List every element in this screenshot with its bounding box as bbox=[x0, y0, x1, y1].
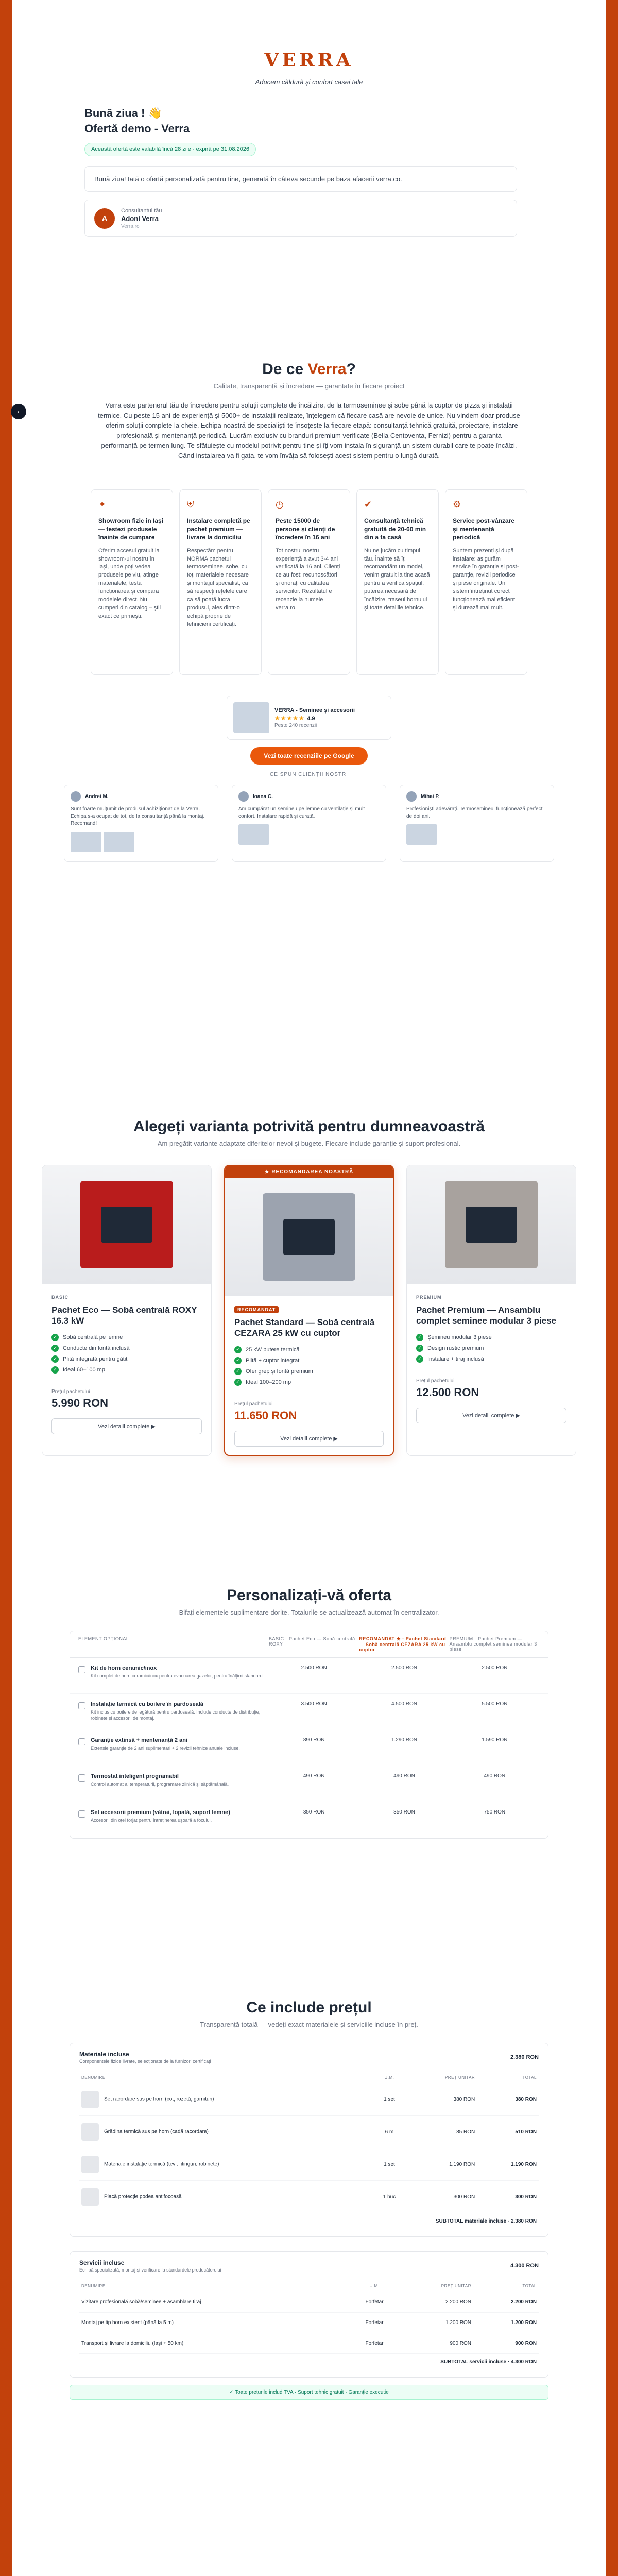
avatar bbox=[238, 791, 249, 802]
review-text: Sunt foarte mulțumit de produsul achiziționat de la Verra. Echipa s-a ocupat de tot, de la consultanță până la montaj. Recomand! bbox=[71, 806, 205, 826]
table-row: Transport și livrare la domiciliu (Iași + 50 km) Forfetar 900 RON 900 RON bbox=[79, 2333, 539, 2354]
variants-subtitle: Am pregătit variante adaptate diferitelor nevoi și bugete. Fiecare include garanție și suport profesional. bbox=[157, 1140, 461, 1147]
rating-score: 4.9 bbox=[307, 715, 315, 722]
review-photo bbox=[406, 824, 437, 845]
clock-icon: ◷ bbox=[276, 499, 284, 510]
review-card[interactable] bbox=[64, 785, 218, 862]
feature-text: Suntem prezenți și după instalare: asigurăm service în garanție și post-garanție, revizii periodice și piese originale. Un sistem întreținut corect funcționează mai eficient și durează mai mult. bbox=[453, 547, 519, 612]
option-name: Garanție extinsă + mentenanță 2 ani bbox=[91, 1737, 187, 1743]
table-row: Vizitare profesională sobă/seminee + asamblare tiraj Forfetar 2.200 RON 2.200 RON bbox=[79, 2292, 539, 2313]
side-collapse-button[interactable]: ‹ bbox=[11, 404, 26, 419]
star-icon: ★★★★★ bbox=[274, 714, 305, 722]
materials-sub: Componentele fizice livrate, selecționate de la furnizori certificați bbox=[79, 2059, 211, 2064]
column-header: RECOMANDAT ★ · Pachet Standard — Sobă centrală CEZARA 25 kW cu cuptor bbox=[359, 1636, 447, 1652]
item-thumbnail bbox=[81, 2188, 99, 2206]
option-price: 350 RON bbox=[393, 1809, 415, 1815]
feature-title: Service post-vânzare și mentenanță periodică bbox=[453, 517, 515, 541]
page bbox=[12, 0, 606, 2576]
option-price: 1.290 RON bbox=[391, 1737, 417, 1743]
why-section bbox=[12, 361, 606, 862]
feature-bullet: 25 kW putere termică bbox=[246, 1346, 300, 1353]
services-subtotal: SUBTOTAL servicii incluse · 4.300 RON bbox=[440, 2359, 537, 2365]
option-desc: Kit complet de horn ceramic/inox pentru evacuarea gazelor, pentru înălțimi standard. bbox=[91, 1673, 264, 1679]
feature-card bbox=[91, 489, 173, 675]
services-box bbox=[70, 2251, 548, 2378]
brand-tagline: Aducem căldură și confort casei tale bbox=[255, 78, 363, 86]
included-section bbox=[12, 1999, 606, 2400]
check-icon: ✓ bbox=[234, 1379, 242, 1386]
item-thumbnail bbox=[81, 2123, 99, 2141]
validity-badge: Această ofertă este valabilă încă 28 zile · expiră pe 31.08.2026 bbox=[84, 143, 256, 156]
option-price: 750 RON bbox=[484, 1809, 506, 1815]
materials-title: Materiale incluse bbox=[79, 2050, 129, 2058]
feature-card bbox=[268, 489, 350, 675]
item-thumbnail bbox=[81, 2091, 99, 2108]
option-price: 350 RON bbox=[303, 1809, 325, 1815]
feature-bullet: Șemineu modular 3 piese bbox=[427, 1334, 492, 1341]
option-name: Instalație termică cu boilere în pardoseală bbox=[91, 1701, 203, 1707]
reviewer-name: Ioana C. bbox=[253, 793, 273, 800]
feature-bullet: Sobă centrală pe lemne bbox=[63, 1334, 123, 1341]
services-table: DENUMIRE U.M. PREȚ UNITAR TOTAL Vizitare profesională sobă/seminee + asamblare tiraj Forfetar 2.200 RON 2.200 RON Montaj pe tip horn existent (până la 5 m) Forfetar 1.200 RON 1.200 RON Transport și livrare la domiciliu (Iași + 50 km) Forfetar 900 RON 900 RON bbox=[79, 2281, 539, 2354]
table-row: Materiale instalație termică (țevi, fitinguri, robinete) 1 set 1.190 RON 1.190 RON bbox=[79, 2148, 539, 2181]
materials-table: DENUMIRE U.M. PREȚ UNITAR TOTAL Set racordare sus pe horn (cot, rozetă, garnituri) 1 set 380 RON 380 RON Grădina termică sus pe horn (cadă racordare) 6 m 85 RON 510 RON Materiale instalație termică (țevi, fitinguri, robinete) 1 set 1.190 RON 1.190 RON Placă protecție podea antifocoasă 1 buc 300 RON 300 RON bbox=[79, 2072, 539, 2213]
feature-title: Instalare completă pe pachet premium — livrare la domiciliu bbox=[187, 517, 250, 541]
product-image bbox=[445, 1181, 538, 1268]
option-row bbox=[70, 1694, 548, 1730]
feature-title: Peste 15000 de persone și clienți de încredere în 16 ani bbox=[276, 517, 335, 541]
package-tag: PREMIUM bbox=[416, 1295, 442, 1300]
check-icon: ✓ bbox=[234, 1346, 242, 1353]
package-name: Pachet Standard — Sobă centrală CEZARA 25 kW cu cuptor bbox=[234, 1317, 375, 1338]
option-checkbox[interactable] bbox=[78, 1666, 85, 1673]
package-name: Pachet Premium — Ansamblu complet seminee modular 3 piese bbox=[416, 1305, 557, 1326]
greeting: Bună ziua ! 👋 bbox=[84, 107, 162, 120]
package-price: 5.990 RON bbox=[52, 1396, 109, 1410]
review-photo bbox=[238, 824, 269, 845]
included-subtitle: Transparență totală — vedeți exact materialele și serviciile incluse în preț. bbox=[200, 2021, 418, 2028]
option-checkbox[interactable] bbox=[78, 1702, 85, 1709]
check-icon: ✔ bbox=[364, 499, 372, 510]
reviewer-name: Mihai P. bbox=[421, 793, 440, 800]
package-tag: RECOMANDAT bbox=[234, 1306, 279, 1313]
option-desc: Extensie garanție de 2 ani suplimentari + 2 revizii tehnice anuale incluse. bbox=[91, 1745, 240, 1751]
rating-sub: Peste 240 recenzii bbox=[274, 722, 317, 728]
option-name: Termostat inteligent programabil bbox=[91, 1773, 179, 1780]
option-price: 490 RON bbox=[393, 1773, 415, 1779]
hero-section bbox=[84, 107, 517, 237]
google-reviews-button[interactable]: Vezi toate recenziile pe Google bbox=[250, 747, 367, 765]
showroom-image bbox=[233, 702, 269, 733]
advisor-name: Adoni Verra bbox=[121, 215, 159, 223]
option-checkbox[interactable] bbox=[78, 1774, 85, 1782]
materials-subtotal: SUBTOTAL materiale incluse · 2.380 RON bbox=[435, 2218, 537, 2224]
option-price: 1.590 RON bbox=[482, 1737, 508, 1743]
review-card[interactable] bbox=[232, 785, 386, 862]
personalize-section bbox=[12, 1587, 606, 1839]
option-row bbox=[70, 1766, 548, 1802]
check-icon: ✓ bbox=[416, 1355, 423, 1363]
reviews-block bbox=[12, 696, 606, 862]
feature-bullet: Plită integrată pentru gătit bbox=[63, 1355, 128, 1362]
review-photo bbox=[71, 832, 101, 852]
item-thumbnail bbox=[81, 2156, 99, 2173]
check-icon: ✓ bbox=[52, 1366, 59, 1374]
details-button[interactable]: Vezi detalii complete ▶ bbox=[234, 1431, 384, 1447]
package-price: 12.500 RON bbox=[416, 1385, 479, 1399]
package-tag: BASIC bbox=[52, 1295, 69, 1300]
product-image bbox=[263, 1193, 355, 1281]
feature-bullet: Design rustic premium bbox=[427, 1345, 484, 1351]
variants-title: Alegeți varianta potrivită pentru dumneavoastră bbox=[133, 1118, 485, 1135]
option-desc: Accesorii din oțel forjat pentru întreținerea ușoară a focului. bbox=[91, 1818, 212, 1823]
feature-bullet: Ideal 60–100 mp bbox=[63, 1366, 105, 1373]
option-price: 490 RON bbox=[484, 1773, 506, 1779]
personalize-title: Personalizați-vă oferta bbox=[226, 1587, 392, 1604]
feature-text: Nu ne jucăm cu timpul tău. Înainte să îți recomandăm un model, venim gratuit la tine acasă pentru a verifica spațiul, puterea necesară de încălzire, traseul hornului și toate detaliile tehnice. bbox=[364, 547, 430, 612]
option-checkbox[interactable] bbox=[78, 1810, 85, 1818]
package-card-recommended[interactable] bbox=[224, 1165, 394, 1456]
intro-message: Bună ziua! Iată o ofertă personalizată pentru tine, generată în câteva secunde pe baza afacerii verra.co. bbox=[84, 166, 517, 192]
materials-total: 2.380 RON bbox=[510, 2054, 539, 2060]
variants-section bbox=[12, 1118, 606, 1456]
feature-list bbox=[12, 489, 606, 675]
services-title: Servicii incluse bbox=[79, 2259, 125, 2266]
rating-title: VERRA - Seminee și accesorii bbox=[274, 707, 355, 714]
avatar bbox=[406, 791, 417, 802]
advisor-role: Consultantul tău bbox=[121, 208, 162, 214]
review-photo bbox=[104, 832, 134, 852]
option-price: 2.500 RON bbox=[301, 1665, 327, 1671]
feature-title: Showroom fizic în Iași — testezi produsele înainte de cumpare bbox=[98, 517, 164, 541]
table-row: Grădina termică sus pe horn (cadă racordare) 6 m 85 RON 510 RON bbox=[79, 2116, 539, 2148]
option-price: 2.500 RON bbox=[482, 1665, 508, 1671]
feature-text: Respectăm pentru NORMA pachetul termoseminee, sobe, cu toți materialele necesare și montajul specialist, ca să respecți rețelele care ca să poată lucra produsul, ales dintr-o echipă proprie de tehnicieni certificați. bbox=[187, 547, 249, 628]
column-header: BASIC · Pachet Eco — Sobă centrală ROXY bbox=[269, 1636, 355, 1647]
feature-card bbox=[179, 489, 262, 675]
details-button[interactable]: Vezi detalii complete ▶ bbox=[52, 1418, 202, 1434]
review-text: Profesioniști adevărați. Termosemineul funcționează perfect de doi ani. bbox=[406, 806, 543, 819]
why-title: De ce Verra? bbox=[262, 361, 356, 378]
option-price: 890 RON bbox=[303, 1737, 325, 1743]
feature-card bbox=[445, 489, 527, 675]
option-desc: Control automat al temperaturii, programare zilnică și săptămânală. bbox=[91, 1782, 229, 1787]
check-icon: ✓ bbox=[234, 1357, 242, 1364]
table-row: Placă protecție podea antifocoasă 1 buc 300 RON 300 RON bbox=[79, 2181, 539, 2213]
avatar bbox=[71, 791, 81, 802]
option-price: 490 RON bbox=[303, 1773, 325, 1779]
table-row: Set racordare sus pe horn (cot, rozetă, garnituri) 1 set 380 RON 380 RON bbox=[79, 2083, 539, 2116]
guarantee-note: ✓ Toate prețurile includ TVA · Suport tehnic gratuit · Garanție executie bbox=[70, 2385, 548, 2400]
option-price: 4.500 RON bbox=[391, 1701, 417, 1707]
check-icon: ✓ bbox=[52, 1355, 59, 1363]
package-price: 11.650 RON bbox=[234, 1409, 297, 1422]
option-price: 5.500 RON bbox=[482, 1701, 508, 1707]
price-label: Prețul pachetului bbox=[52, 1388, 90, 1395]
personalize-subtitle: Bifați elementele suplimentare dorite. Totalurile se actualizează automat în centralizator. bbox=[179, 1608, 439, 1616]
review-card[interactable] bbox=[400, 785, 554, 862]
options-table bbox=[70, 1631, 548, 1839]
option-row bbox=[70, 1730, 548, 1766]
materials-box bbox=[70, 2043, 548, 2237]
option-name: Kit de horn ceramic/inox bbox=[91, 1665, 157, 1671]
check-icon: ✓ bbox=[416, 1345, 423, 1352]
offer-title: Ofertă demo - Verra bbox=[84, 122, 190, 135]
option-price: 2.500 RON bbox=[391, 1665, 417, 1671]
feature-bullet: Ideal 100–200 mp bbox=[246, 1379, 291, 1385]
column-header: PREMIUM · Pachet Premium — Ansamblu complet seminee modular 3 piese bbox=[449, 1636, 537, 1652]
review-cards bbox=[64, 785, 554, 862]
feature-bullet: Ofer grep și fontă premium bbox=[246, 1368, 313, 1375]
brand-logo: VERRA bbox=[264, 49, 354, 71]
package-card-premium[interactable] bbox=[406, 1165, 576, 1456]
reviewer-name: Andrei M. bbox=[85, 793, 109, 800]
price-label: Prețul pachetului bbox=[234, 1401, 273, 1407]
option-name: Set accesorii premium (vătrai, lopată, suport lemne) bbox=[91, 1809, 230, 1816]
column-header: ELEMENT OPȚIONAL bbox=[78, 1636, 129, 1641]
option-row bbox=[70, 1802, 548, 1838]
table-row: Montaj pe tip horn existent (până la 5 m) Forfetar 1.200 RON 1.200 RON bbox=[79, 2313, 539, 2333]
review-text: Am cumpărat un șemineu pe lemne cu ventilație și mult confort. Instalare rapidă și curată. bbox=[238, 806, 365, 819]
reviews-note: CE SPUN CLIENȚII NOȘTRI bbox=[270, 772, 348, 777]
check-icon: ✓ bbox=[52, 1334, 59, 1341]
package-name: Pachet Eco — Sobă centrală ROXY 16.3 kW bbox=[52, 1305, 197, 1326]
why-text: Verra este partenerul tău de încredere pentru soluții complete de încălzire, de la termoseminee și sobe până la cuptor de pizza și instalații termice. Cu peste 15 ani de experiență și 5000+ de instalații realizate, înțelegem că fiecare casă are nevoie de unice. Nu vindem doar produse – oferim soluții complete la cheie. Echipa noastră de specialiști te însoțește la fiecare etapă: consultanță tehnică gratuită, proiectare, instalare profesională și mentenanță periodică. Lucrăm exclusiv cu branduri premium verificate (Bella Centoventa, Fernizi) pentru a garanta performanță pe termen lung. Te sfătuiește cu modelul potrivit pentru tine și îți vom instala în siguranță un sistem durabil care te poate încălzi. Când instalarea va fi gata, te vom învăța să folosești acest sistem pentru o lungă durată. bbox=[98, 401, 520, 460]
check-icon: ✓ bbox=[416, 1334, 423, 1341]
advisor-sub: Verra.ro bbox=[121, 224, 140, 229]
price-label: Prețul pachetului bbox=[416, 1378, 455, 1384]
services-sub: Echipă specializată, montaj și verificare la standardele producătorului bbox=[79, 2267, 221, 2273]
feature-title: Consultanță tehnică gratuită de 20-60 min din a ta casă bbox=[364, 517, 426, 541]
check-icon: ✓ bbox=[234, 1368, 242, 1375]
feature-bullet: Instalare + tiraj inclusă bbox=[427, 1355, 484, 1362]
feature-text: Oferim accesul gratuit la showroom-ul nostru în Iași, unde poți vedea produsele pe viu, atinge materialele, testa funcționarea și compara modelele direct. Nu cumperi din catalog – știi exact ce primești. bbox=[98, 547, 161, 620]
avatar: A bbox=[94, 208, 115, 229]
product-image bbox=[80, 1181, 173, 1268]
option-price: 3.500 RON bbox=[301, 1701, 327, 1707]
feature-text: Tot nostrul nostru experiență a avut 3-4 ani verificată la 16 ani. Clienți ce au fost: recunoscători și onorați cu calitatea serviciilor. Rezultatul e recenzie la numele verra.ro. bbox=[276, 547, 340, 612]
check-icon: ✓ bbox=[52, 1345, 59, 1352]
google-rating-card bbox=[227, 696, 391, 740]
advisor-card bbox=[84, 200, 517, 237]
shield-icon: ⛨ bbox=[187, 499, 194, 510]
details-button[interactable]: Vezi detalii complete ▶ bbox=[416, 1408, 566, 1423]
sparkle-icon: ✦ bbox=[98, 499, 107, 510]
recommended-banner: ★ RECOMANDAREA NOASTRĂ bbox=[225, 1166, 393, 1178]
feature-card bbox=[356, 489, 439, 675]
gear-icon: ⚙ bbox=[453, 499, 461, 510]
option-desc: Kit inclus cu boilere de legătură pentru pardoseală. Include conducte de distribuție, robinete și accesorii de montaj. bbox=[91, 1709, 261, 1721]
feature-bullet: Conducte din fontă inclusă bbox=[63, 1345, 130, 1351]
why-subtitle: Calitate, transparență și încredere — garantate în fiecare proiect bbox=[213, 382, 405, 390]
services-total: 4.300 RON bbox=[510, 2263, 539, 2269]
feature-bullet: Plită + cuptor integrat bbox=[246, 1357, 300, 1364]
included-title: Ce include prețul bbox=[246, 1999, 372, 2016]
option-checkbox[interactable] bbox=[78, 1738, 85, 1745]
package-card-basic[interactable] bbox=[42, 1165, 212, 1456]
option-row bbox=[70, 1658, 548, 1694]
